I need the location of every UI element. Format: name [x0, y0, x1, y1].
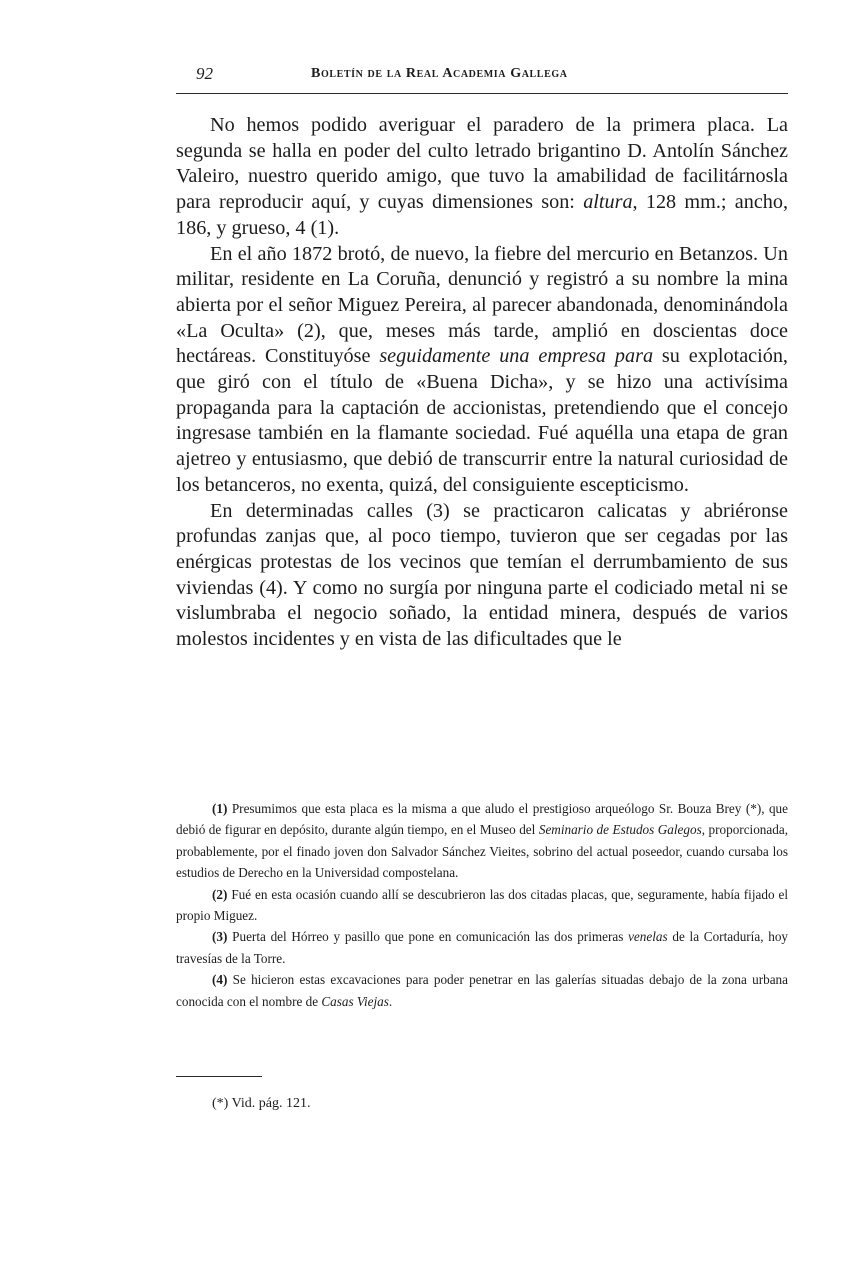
- footnote-text: Se hicieron estas excavaciones para poder penetrar en las galerías situadas debajo de la zona urbana conocida con el nombre de: [176, 972, 788, 1009]
- page-number: 92: [196, 64, 213, 83]
- footnote-1: [176, 798, 788, 884]
- footnote-2: [176, 884, 788, 927]
- footnote-text: Presumimos que esta placa es la misma a que aludo el prestigioso arqueólogo Sr. Bouza Brey (*), que debió de figurar en depósito, durante algún tiempo, en el Museo del: [176, 801, 788, 838]
- footnote-3: [176, 926, 788, 969]
- footnotes: [176, 798, 788, 1012]
- footnote-italic: Casas Viejas: [321, 993, 389, 1009]
- footnote-text: , proporcionada, probablemente, por el finado joven don Salvador Sánchez Vieites, sobrino del actual poseedor, cuando cursaba los estudios de Derecho en la Universidad compostelana.: [176, 822, 788, 881]
- footnote-italic: Seminario de Estudos Galegos: [538, 822, 702, 838]
- asterisk-marker: (*): [212, 1096, 229, 1111]
- footnote-text: de la Cortaduría, hoy travesías de la Torre.: [176, 929, 789, 966]
- body-text: [176, 113, 788, 653]
- footnote-number: (4): [212, 972, 228, 988]
- paragraph-3: [176, 499, 788, 653]
- asterisk-note-text: Vid. pág. 121.: [231, 1096, 311, 1111]
- paragraph-italic: altura: [583, 191, 633, 214]
- footnote-number: (1): [212, 801, 228, 816]
- paragraph-1: [176, 113, 788, 242]
- paragraph-text: su explotación, que giró con el título de «Buena Dicha», y se hizo una activísima propaganda para la captación de accionistas, pretendiendo que el concejo ingresase también en la flamante sociedad. Fué aquélla una etapa de gran ajetreo y entusiasmo, que debió de transcurrir entre la natural curiosidad de los betanceros, no exenta, quizá, del consiguiente escepticismo.: [176, 345, 788, 496]
- paragraph-text: , 128 mm.; ancho, 186, y grueso, 4 (1).: [176, 191, 789, 239]
- footnote-text: .: [388, 993, 393, 1009]
- paragraph-text: No hemos podido averiguar el paradero de la primera placa. La segunda se halla en poder del culto letrado brigantino D. Antolín Sánchez Valeiro, nuestro querido amigo, que tuvo la amabilidad de facilitárnosla para reproducir aquí, y cuyas dimensiones son:: [176, 114, 788, 214]
- header-rule: [176, 93, 788, 94]
- running-title: Boletín de la Real Academia Gallega: [311, 66, 568, 81]
- footnote-number: (2): [212, 886, 228, 902]
- running-header: [176, 64, 788, 90]
- footnote-separator: [176, 1076, 262, 1077]
- paragraph-text: En el año 1872 brotó, de nuevo, la fiebre del mercurio en Betanzos. Un militar, residente en La Coruña, denunció y registró a su nombre la mina abierta por el señor Miguez Pereira, al parecer abandonada, denominándola «La Oculta» (2), que, meses más tarde, amplió en doscientas doce hectáreas. Constituyóse: [176, 242, 788, 368]
- paragraph-2: [176, 242, 788, 499]
- footnote-italic: venelas: [628, 929, 668, 945]
- asterisk-note: [212, 1096, 310, 1112]
- paragraph-italic: seguidamente una empresa para: [379, 345, 654, 368]
- footnote-4: [176, 969, 788, 1012]
- footnote-text: Fué en esta ocasión cuando allí se descubrieron las dos citadas placas, que, seguramente, había fijado el propio Miguez.: [176, 886, 788, 924]
- footnote-number: (3): [212, 929, 228, 945]
- paragraph-text: En determinadas calles (3) se practicaron calicatas y abriéronse profundas zanjas que, al poco tiempo, tuvieron que ser cegadas por las enérgicas protestas de los vecinos que temían el derrumbamiento de sus viviendas (4). Y como no surgía por ninguna parte el codiciado metal ni se vislumbraba el negocio soñado, la entidad minera, después de varios molestos incidentes y en vista de las dificultades que le: [176, 499, 788, 651]
- footnote-text: Puerta del Hórreo y pasillo que pone en comunicación las dos primeras: [232, 929, 629, 945]
